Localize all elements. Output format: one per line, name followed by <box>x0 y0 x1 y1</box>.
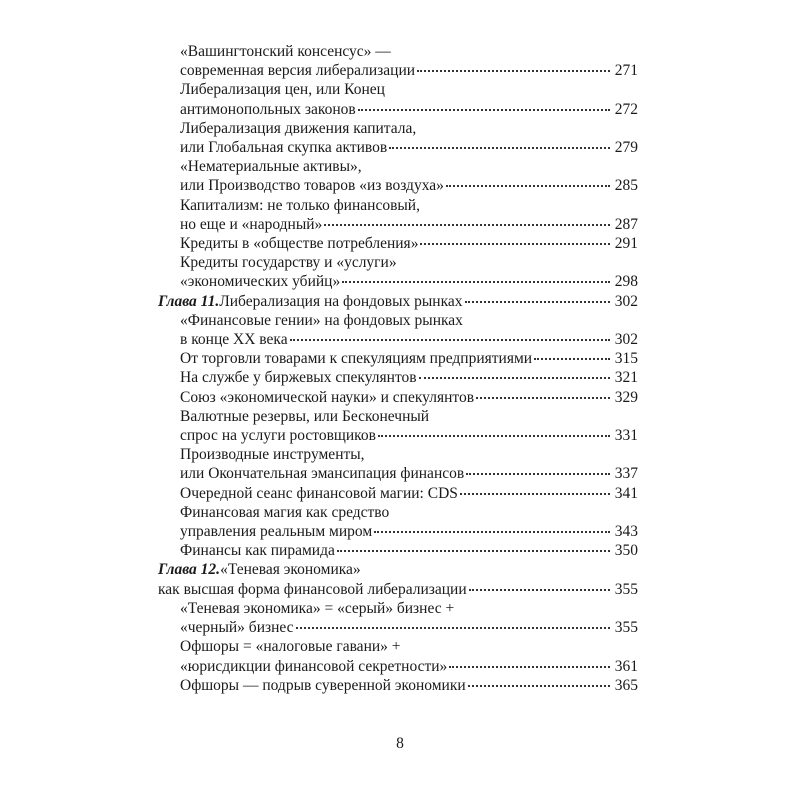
toc-entry[interactable] <box>158 80 638 118</box>
toc-entry-line <box>158 445 638 464</box>
toc-entry-text: На службе у биржевых спекулянтов <box>180 369 417 387</box>
chapter-label: Глава 11. <box>158 292 220 310</box>
chapter-label: Глава 12. <box>158 561 221 579</box>
toc-entry-line <box>158 157 638 176</box>
dot-leader <box>337 550 610 552</box>
toc-entry-text: Очередной сеанс финансовой магии: CDS <box>180 484 458 502</box>
toc-entry-line <box>158 100 638 119</box>
toc-entry-text: но еще и «народный» <box>180 215 323 233</box>
toc-entry-line <box>158 388 638 407</box>
toc-page-number: 291 <box>614 235 638 253</box>
toc-page-number: 365 <box>614 676 638 694</box>
toc-entry[interactable] <box>158 599 638 637</box>
toc-page-number: 285 <box>614 177 638 195</box>
chapter-heading[interactable] <box>158 292 638 311</box>
toc-page-number: 271 <box>614 62 638 80</box>
toc-entry-text: в конце XX века <box>180 331 288 349</box>
toc-page-number: 355 <box>614 580 638 598</box>
toc-entry-line <box>158 541 638 560</box>
dot-leader <box>534 358 610 360</box>
toc-entry-text: «Финансовые гении» на фондовых рынках <box>180 311 463 329</box>
toc-entry-line <box>158 330 638 349</box>
toc-page-number: 355 <box>614 619 638 637</box>
toc-entry-line <box>158 407 638 426</box>
toc-entry-text: «Теневая экономика» = «серый» бизнес + <box>180 599 455 617</box>
chapter-title-cont: как высшая форма финансовой либерализации <box>158 580 467 598</box>
toc-entry-text: антимонопольных законов <box>180 100 356 118</box>
toc-entry[interactable] <box>158 311 638 349</box>
toc-entry-line <box>158 272 638 291</box>
dot-leader <box>465 301 611 303</box>
toc-entry-text: Валютные резервы, или Бесконечный <box>180 407 430 425</box>
toc-entry-line <box>158 80 638 99</box>
dot-leader <box>342 281 610 283</box>
chapter-line <box>158 560 638 579</box>
toc-entry-text: Финансовая магия как средство <box>180 503 390 521</box>
dot-leader <box>420 243 610 245</box>
toc-entry-line <box>158 234 638 253</box>
toc-entry-text: «экономических убийц» <box>180 273 341 291</box>
toc-entry-text: или Окончательная эмансипация финансов <box>180 465 465 483</box>
toc-entry-line <box>158 484 638 503</box>
dot-leader <box>419 377 610 379</box>
dot-leader <box>469 589 610 591</box>
toc-entry-text: Либерализация движения капитала, <box>180 119 417 137</box>
dot-leader <box>358 109 610 111</box>
toc-page-number: 343 <box>614 523 638 541</box>
dot-leader <box>324 224 610 226</box>
toc-entry-line <box>158 426 638 445</box>
toc-entry-line <box>158 215 638 234</box>
toc-entry-line <box>158 368 638 387</box>
toc-entry-line <box>158 618 638 637</box>
chapter-line <box>158 580 638 599</box>
toc-entry[interactable] <box>158 253 638 291</box>
toc-entry[interactable] <box>158 541 638 560</box>
toc-entry-line <box>158 61 638 80</box>
toc-entry-text: Капитализм: не только финансовый, <box>180 196 420 214</box>
toc-entry-text: Офшоры = «налоговые гавани» + <box>180 638 401 656</box>
toc-entry-text: Кредиты государству и «услуги» <box>180 254 397 272</box>
toc-entry-line <box>158 637 638 656</box>
toc-page-number: 279 <box>614 139 638 157</box>
toc-entry[interactable] <box>158 637 638 675</box>
table-of-contents <box>158 42 638 695</box>
toc-entry[interactable] <box>158 119 638 157</box>
toc-entry[interactable] <box>158 445 638 483</box>
chapter-title: «Теневая экономика» <box>220 561 361 579</box>
toc-page-number: 315 <box>614 350 638 368</box>
toc-entry-text: Союз «экономической науки» и спекулянтов <box>180 388 475 406</box>
toc-entry-text: «Нематериальные активы», <box>180 158 362 176</box>
toc-entry-text: или Производство товаров «из воздуха» <box>180 177 444 195</box>
dot-leader <box>460 493 610 495</box>
chapter-title: Либерализация на фондовых рынках <box>219 292 463 310</box>
toc-page-number: 302 <box>614 292 638 310</box>
toc-entry[interactable] <box>158 503 638 541</box>
toc-entry-text: «юрисдикции финансовой секретности» <box>180 657 448 675</box>
toc-entry-text: От торговли товарами к спекуляциям предприятиями <box>180 350 533 368</box>
toc-entry-line <box>158 464 638 483</box>
toc-entry-text: или Глобальная скупка активов <box>180 139 388 157</box>
toc-entry-line <box>158 42 638 61</box>
toc-entry[interactable] <box>158 388 638 407</box>
toc-entry-text: Офшоры — подрыв суверенной экономики <box>180 676 466 694</box>
dot-leader <box>446 185 610 187</box>
page-number: 8 <box>396 735 404 752</box>
toc-page-number: 298 <box>614 273 638 291</box>
toc-entry-text: Либерализация цен, или Конец <box>180 81 385 99</box>
toc-entry[interactable] <box>158 42 638 80</box>
dot-leader <box>476 397 610 399</box>
toc-entry[interactable] <box>158 157 638 195</box>
dot-leader <box>466 473 610 475</box>
toc-page-number: 350 <box>614 542 638 560</box>
toc-entry-text: управления реальным миром <box>180 523 373 541</box>
toc-entry-text: Финансы как пирамида <box>180 542 335 560</box>
toc-entry-line <box>158 676 638 695</box>
toc-entry-line <box>158 503 638 522</box>
toc-entry[interactable] <box>158 676 638 695</box>
toc-entry-line <box>158 349 638 368</box>
toc-page-number: 341 <box>614 484 638 502</box>
toc-entry[interactable] <box>158 484 638 503</box>
dot-leader <box>417 70 610 72</box>
toc-entry-line <box>158 311 638 330</box>
toc-entry[interactable] <box>158 234 638 253</box>
toc-page-number: 337 <box>614 465 638 483</box>
dot-leader <box>290 339 610 341</box>
dot-leader <box>449 666 610 668</box>
toc-entry-line <box>158 599 638 618</box>
toc-entry-text: спрос на услуги ростовщиков <box>180 427 376 445</box>
toc-entry[interactable] <box>158 349 638 368</box>
toc-page-number: 272 <box>614 100 638 118</box>
toc-entry-text: Кредиты в «обществе потребления» <box>180 235 419 253</box>
toc-page-number: 287 <box>614 215 638 233</box>
toc-entry-text: «черный» бизнес <box>180 619 294 637</box>
toc-entry-text: современная версия либерализации <box>180 62 416 80</box>
toc-entry-line <box>158 176 638 195</box>
chapter-heading[interactable] <box>158 560 638 598</box>
toc-page-number: 321 <box>614 369 638 387</box>
dot-leader <box>389 147 610 149</box>
toc-page-number: 329 <box>614 388 638 406</box>
toc-entry-line <box>158 138 638 157</box>
toc-entry-text: Производные инструменты, <box>180 446 365 464</box>
dot-leader <box>374 531 610 533</box>
toc-entry-line <box>158 657 638 676</box>
dot-leader <box>468 685 610 687</box>
chapter-line <box>158 292 638 311</box>
toc-page-number: 331 <box>614 427 638 445</box>
dot-leader <box>296 627 610 629</box>
toc-page-number: 302 <box>614 331 638 349</box>
toc-entry-line <box>158 119 638 138</box>
toc-entry-line <box>158 196 638 215</box>
toc-entry[interactable] <box>158 407 638 445</box>
toc-page-number: 361 <box>614 657 638 675</box>
toc-entry-line <box>158 253 638 272</box>
toc-entry-text: «Вашингтонский консенсус» — <box>180 43 391 60</box>
toc-entry[interactable] <box>158 368 638 387</box>
dot-leader <box>378 435 610 437</box>
toc-entry[interactable] <box>158 196 638 234</box>
toc-entry-line <box>158 522 638 541</box>
